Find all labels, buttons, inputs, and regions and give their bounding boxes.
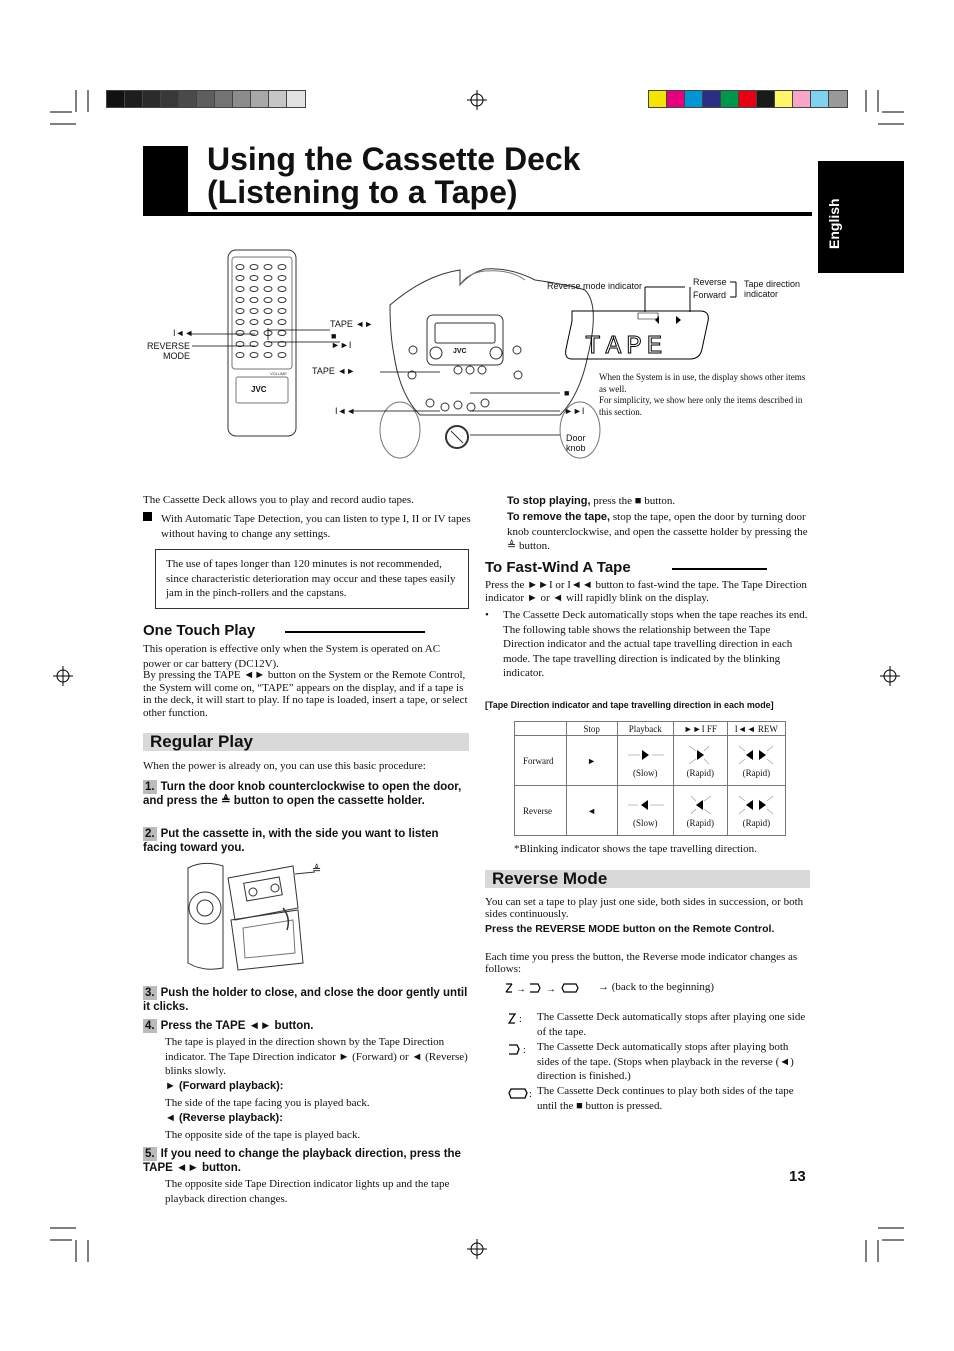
mode-sequence-icons [502, 979, 597, 997]
calibration-swatch [702, 90, 722, 108]
direction-table [514, 721, 786, 836]
remote-button-shape [278, 276, 286, 281]
unit-button-shape [481, 399, 489, 407]
system-unit-illustration [380, 269, 600, 458]
remote-button-shape [278, 331, 286, 336]
title-line2: (Listening to a Tape) [207, 174, 518, 210]
svg-text:→: → [546, 984, 556, 995]
remote-button-shape [264, 353, 272, 358]
remote-button-shape [264, 276, 272, 281]
both-sides-icon [530, 984, 540, 992]
reverse-mode-p1: You can set a tape to play just one side, both sides in succession, or both sides continuously. [485, 896, 804, 920]
svg-text:→: → [516, 984, 526, 995]
mode-sequence-tail: → (back to the beginning) [598, 981, 715, 993]
remote-button-shape [250, 298, 258, 303]
remote-button-shape [250, 331, 258, 336]
title-line1: Using the Cassette Deck [207, 141, 581, 177]
remote-tape-label: TAPE ◄► [330, 319, 374, 329]
step-1-text: Turn the door knob counterclockwise to open the door, and press the ≜ button to open the cassette holder. [143, 781, 462, 807]
auto-tape-detection-text: With Automatic Tape Detection, you can listen to type I, II or IV tapes without having to change any settings. [161, 513, 471, 540]
remote-button-shape [250, 265, 258, 270]
cassette-insert-illustration [183, 858, 333, 976]
table-note: (Rapid) [742, 767, 771, 778]
forward-label: Forward [693, 290, 727, 300]
table-header-cell: I◄◄ REW [727, 722, 785, 736]
table-rew-cell [727, 786, 785, 836]
calibration-swatch [178, 90, 198, 108]
remote-button-shape [264, 287, 272, 292]
table-row-label: Reverse [515, 786, 567, 836]
step-1-number: 1. [145, 781, 155, 793]
direction-table-caption: [Tape Direction indicator and tape travelling direction in each mode] [485, 700, 774, 711]
remote-button-shape [250, 320, 258, 325]
remote-button-shape [264, 320, 272, 325]
display-note: When the System is in use, the display shows other items as well. For simplicity, we show here only the items described in this section. [599, 372, 806, 417]
step-2 [143, 827, 469, 855]
blink-reverse-slow-icon [620, 794, 670, 816]
language-tab [818, 161, 904, 273]
table-ff-cell [673, 736, 727, 786]
table-header-cell: ►►I FF [673, 722, 727, 736]
regular-play-intro: When the power is already on, you can use this basic procedure: [143, 760, 426, 772]
remote-button-shape [278, 320, 286, 325]
one-touch-p2: By pressing the TAPE ◄► button on the System or the Remote Control, the System will come on, “TAPE” appears on the display, and if a tape is in the deck, it will start to play. If no tape is loaded, insert a tape, or select other function. [143, 669, 468, 719]
remote-reverse-mode-label: REVERSE MODE [146, 341, 190, 361]
unit-button-shape [513, 346, 521, 354]
table-row [515, 736, 786, 786]
table-ff-cell [673, 786, 727, 836]
mode-sequence [502, 979, 812, 997]
continuous-icon [562, 984, 578, 992]
forward-playback-body: The side of the tape facing you is played back. [165, 1097, 370, 1109]
remove-tape-text [507, 510, 810, 554]
unit-ff-label: ►►I [564, 406, 585, 416]
fast-wind-bullet-dot: • [485, 609, 489, 621]
reverse-mode-heading: Reverse Mode [485, 870, 810, 888]
table-stop-cell: ◄ [566, 786, 617, 836]
mode1-text: The Cassette Deck automatically stops after playing one side of the tape. [537, 1011, 806, 1038]
step-4-body: The tape is played in the direction shown by the Tape Direction indicator. The Tape Direction indicator ► (Forward) or ◄ (Reverse) blinks slowly. [165, 1036, 468, 1077]
unit-rew-label: I◄◄ [335, 406, 356, 416]
remote-button-shape [250, 353, 258, 358]
calibration-swatch [142, 90, 162, 108]
page-number: 13 [789, 1168, 806, 1185]
page-title [207, 143, 580, 209]
calibration-swatch [286, 90, 306, 108]
bullet-square-icon [143, 512, 152, 521]
table-playback-cell [617, 736, 673, 786]
continuous-mode-icon [507, 1087, 537, 1106]
remote-brand-logo: JVC [251, 385, 267, 394]
remote-rew-label: I◄◄ [173, 328, 194, 338]
calibration-swatch [648, 90, 668, 108]
stop-playing-body: press the ■ button. [590, 495, 676, 507]
table-header-cell [515, 722, 567, 736]
display-tape-text: TAPE [585, 331, 668, 361]
table-row [515, 786, 786, 836]
both-sides-mode-icon [507, 1043, 537, 1062]
intro-text: The Cassette Deck allows you to play and record audio tapes. [143, 494, 414, 506]
eject-icon: ≜ [312, 864, 322, 876]
blink-forward-rapid-icon [675, 744, 725, 766]
fast-wind-p1: Press the ►►I or I◄◄ button to fast-wind the tape. The Tape Direction indicator ► or ◄ will rapidly blink on the display. [485, 579, 807, 604]
step-3-text: Push the holder to close, and close the door gently until it clicks. [143, 987, 468, 1013]
blink-reverse-rapid-icon [675, 794, 725, 816]
blink-forward-slow-icon [620, 744, 670, 766]
table-header-cell: Playback [617, 722, 673, 736]
calibration-swatch [268, 90, 288, 108]
unit-button-shape [426, 399, 434, 407]
table-header-cell: Stop [566, 722, 617, 736]
reverse-playback-label: ◄ (Reverse playback): [165, 1112, 283, 1124]
fast-wind-bullet-text: The Cassette Deck automatically stops when the tape reaches its end. The following table shows the relationship between the Tape Direction indicator and the actual tape travelling direction in each mode. The tape travelling direction is indicated by the blinking indicator. [503, 609, 808, 679]
title-underline [188, 212, 812, 216]
mode2-text: The Cassette Deck automatically stops after playing both sides of the tape. (Stops when playback in the reverse (◄) direction is finished.) [537, 1041, 794, 1082]
one-side-mode-icon [507, 1012, 531, 1031]
svg-text::: : [529, 1089, 532, 1100]
calibration-swatch [196, 90, 216, 108]
calibration-swatch [774, 90, 794, 108]
unit-button-shape [514, 371, 522, 379]
remote-button-shape [250, 287, 258, 292]
table-note: (Rapid) [742, 817, 771, 828]
regular-play-heading: Regular Play [143, 733, 469, 751]
remote-control-illustration [228, 250, 296, 436]
calibration-swatch [160, 90, 180, 108]
step-4-text: Press the TAPE ◄► button. [160, 1020, 314, 1032]
blink-both-rapid-icon [731, 744, 781, 766]
table-note: (Rapid) [686, 817, 715, 828]
svg-text::: : [519, 1014, 522, 1025]
calibration-swatch [106, 90, 126, 108]
remote-button-shape [278, 353, 286, 358]
remote-button-shape [236, 353, 244, 358]
remote-button-shape [236, 287, 244, 292]
remote-button-shape [278, 309, 286, 314]
table-stop-cell: ► [566, 736, 617, 786]
diagram-area [140, 245, 820, 465]
table-note: (Rapid) [686, 767, 715, 778]
step-4-number: 4. [145, 1020, 155, 1032]
remote-button-shape [236, 276, 244, 281]
note-box: The use of tapes longer than 120 minutes is not recommended, since characteristic deterioration may occur and these tapes easily jam in the pinch-rollers and the capstans. [155, 549, 469, 609]
calibration-swatch [666, 90, 686, 108]
table-footnote: *Blinking indicator shows the tape travelling direction. [514, 843, 757, 855]
one-touch-heading: One Touch Play [143, 622, 256, 639]
one-side-icon [506, 984, 512, 992]
calibration-swatch [250, 90, 270, 108]
table-rew-cell [727, 736, 785, 786]
remote-button-shape [278, 298, 286, 303]
mode3-text: The Cassette Deck continues to play both sides of the tape until the ■ button is pressed. [537, 1085, 794, 1112]
step-5-body: The opposite side Tape Direction indicator lights up and the tape playback direction changes. [165, 1178, 450, 1205]
unit-button-shape [409, 346, 417, 354]
forward-playback-label: ► (Forward playback): [165, 1080, 284, 1092]
remote-button-shape [264, 309, 272, 314]
title-block [143, 146, 188, 216]
table-row-label: Forward [515, 736, 567, 786]
remove-tape-body: stop the tape, open the door by turning door knob counterclockwise, and open the cassette holder by pressing the ≜ button. [507, 511, 808, 552]
unit-door-knob-label: Door knob [566, 433, 586, 453]
step-3 [143, 986, 469, 1014]
remote-button-shape [264, 298, 272, 303]
calibration-swatch [232, 90, 252, 108]
step-5 [143, 1147, 469, 1175]
language-tab-label: English [826, 198, 842, 249]
calibration-swatch [684, 90, 704, 108]
calibration-swatch [738, 90, 758, 108]
step-4 [143, 1019, 469, 1033]
remote-button-shape [278, 265, 286, 270]
reverse-mode-p2: Each time you press the button, the Reverse mode indicator changes as follows: [485, 951, 798, 975]
stop-playing-label: To stop playing, [507, 495, 591, 507]
reverse-mode-instruction: Press the REVERSE MODE button on the Remote Control. [485, 923, 775, 935]
table-note: (Slow) [632, 817, 658, 828]
unit-tape-label: TAPE ◄► [312, 366, 356, 376]
remote-button-shape [236, 331, 244, 336]
unit-brand-logo: JVC [453, 348, 467, 355]
calibration-swatch [124, 90, 144, 108]
remote-button-shape [250, 276, 258, 281]
remote-button-shape [236, 309, 244, 314]
fast-wind-heading-rule [672, 568, 767, 570]
tape-direction-indicator-label: Tape direction indicator [744, 279, 801, 299]
cassette-insert-svg [183, 858, 333, 976]
unit-button-shape [454, 401, 462, 409]
remote-volume-label: VOLUME [270, 371, 287, 376]
calibration-swatch [720, 90, 740, 108]
remote-button-shape [250, 309, 258, 314]
remote-ff-label: ►►I [331, 340, 352, 350]
unit-button-shape [467, 403, 475, 411]
step-3-number: 3. [145, 987, 155, 999]
calibration-swatch [214, 90, 234, 108]
remote-button-shape [236, 320, 244, 325]
unit-button-shape [441, 403, 449, 411]
table-playback-cell [617, 786, 673, 836]
blink-both-rapid-icon [731, 794, 781, 816]
step-1 [143, 780, 469, 808]
calibration-swatch [756, 90, 776, 108]
remote-button-shape [236, 265, 244, 270]
reverse-label: Reverse [693, 277, 727, 287]
table-header-row [515, 722, 786, 736]
table-note: (Slow) [632, 767, 658, 778]
step-2-number: 2. [145, 828, 155, 840]
step-2-text: Put the cassette in, with the side you want to listen facing toward you. [143, 828, 439, 854]
calibration-swatch [792, 90, 812, 108]
reverse-mode-indicator-label: Reverse mode indicator [547, 281, 643, 291]
one-touch-heading-rule [285, 631, 425, 633]
remote-stop-label: ■ [331, 331, 337, 341]
remove-tape-label: To remove the tape, [507, 511, 611, 523]
calibration-swatch [810, 90, 830, 108]
remote-button-shape [264, 265, 272, 270]
svg-text::: : [523, 1045, 526, 1056]
remote-button-shape [278, 287, 286, 292]
step-5-text: If you need to change the playback direction, press the TAPE ◄► button. [143, 1148, 461, 1174]
remote-button-shape [236, 298, 244, 303]
stop-playing-text [507, 494, 810, 509]
unit-stop-label: ■ [564, 388, 570, 398]
fast-wind-heading: To Fast-Wind A Tape [485, 559, 631, 576]
step-5-number: 5. [145, 1148, 155, 1160]
reverse-playback-body: The opposite side of the tape is played back. [165, 1129, 361, 1141]
calibration-swatch [828, 90, 848, 108]
one-touch-p1: This operation is effective only when the System is operated on AC power or car battery (DC12V). [143, 643, 441, 670]
